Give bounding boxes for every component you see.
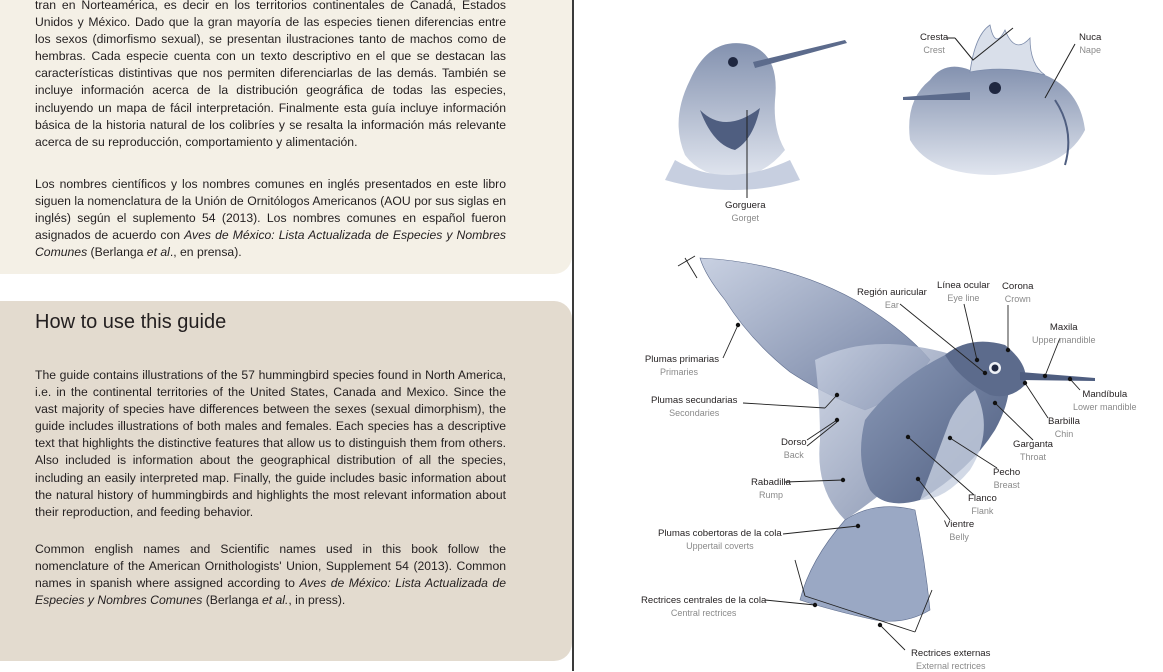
- label-belly: Vientre Belly: [944, 519, 975, 542]
- label-lower-mandible: Mandíbula Lower mandible: [1073, 389, 1137, 412]
- label-gorget: Gorguera Gorget: [725, 200, 766, 223]
- text-column: [0, 0, 573, 671]
- label-external-rectrices: Rectrices externas External rectrices: [911, 648, 991, 671]
- label-back: Dorso Back: [781, 437, 807, 460]
- hummingbird-anatomy-figure: [575, 0, 1163, 671]
- gorget-portrait: [665, 40, 847, 190]
- label-crown: Corona Crown: [1002, 281, 1034, 304]
- label-upper-mandible: Maxila Upper mandible: [1032, 322, 1096, 345]
- label-ear: Región auricular Ear: [857, 287, 927, 310]
- label-chin: Barbilla Chin: [1048, 416, 1080, 439]
- english-paragraph-2: Common english names and Scientific names used in this book follow the nomenclature of the American Ornithologists' Union, Supplement 54 (2013). Common names in spanish where assigned according to Aves de México: Lista Actualizada de Especies y Nombres Comunes (Berlanga et al., in press).: [35, 542, 506, 608]
- label-primaries: Plumas primarias Primaries: [644, 354, 719, 377]
- page-divider: [572, 0, 574, 671]
- spanish-paragraph-1: tran en Norteamérica, es decir en los territorios continentales de Canadá, Estados Unidos y México. Dado que la gran mayoría de las especies tienen diferencias entre los sexos (dimorfismo sexual), se presentan ilustraciones tanto de machos como de hembras. Cada especie cuenta con un texto descriptivo en el que se destacan las características distintivas que nos permiten diferenciarlas de las demás. También se incluye información acerca de la distribución geográfica de todas las especies, incluyendo un mapa de fácil interpretación. Finalmente esta guía incluye información básica de la historia natural de los colibríes y se resalta la información más relevante acerca de su reproducción, comportamiento y alimentación.: [35, 0, 506, 149]
- label-breast: Pecho Breast: [993, 467, 1021, 490]
- label-flank: Flanco Flank: [968, 493, 997, 516]
- english-paragraph-1: The guide contains illustrations of the 57 hummingbird species found in North America, i.e. in the continental territories of the United States, Canada and Mexico. Since the vast majority of species have differences between the sexes (sexual dimorphism), the guide includes illustrations of both males and females. Each species has a descriptive text that highlights the distinctive features that allow us to distinguish them from others. Also included is information about the geographical distribution of all the species, including an easily interpreted map. Finally, the guide includes basic information about the natural history of hummingbirds and highlights the most relevant information about their reproduction, and feeding behavior.: [35, 368, 506, 519]
- label-secondaries: Plumas secundarias Secondaries: [651, 395, 738, 418]
- label-nape: Nuca Nape: [1079, 32, 1102, 55]
- label-uppertail-coverts: Plumas cobertoras de la cola Uppertail coverts: [658, 528, 782, 551]
- label-rump: Rabadilla Rump: [751, 477, 792, 500]
- spanish-paragraph-2: Los nombres científicos y los nombres comunes en inglés presentados en este libro siguen la nomenclatura de la Unión de Ornitólogos Americanos (AOU por sus siglas en inglés) según el suplemento 54 (2013). Los nombres comunes en español fueron asignados de acuerdo con Aves de México: Lista Actualizada de Especies y Nombres Comunes (Berlanga et al., en prensa).: [35, 177, 506, 260]
- section-title: How to use this guide: [35, 311, 227, 333]
- label-crest: Cresta Crest: [920, 32, 949, 55]
- label-eye-line: Línea ocular Eye line: [937, 280, 990, 303]
- label-throat: Garganta Throat: [1013, 439, 1054, 462]
- label-central-rectrices: Rectrices centrales de la cola Central rectrices: [641, 595, 767, 618]
